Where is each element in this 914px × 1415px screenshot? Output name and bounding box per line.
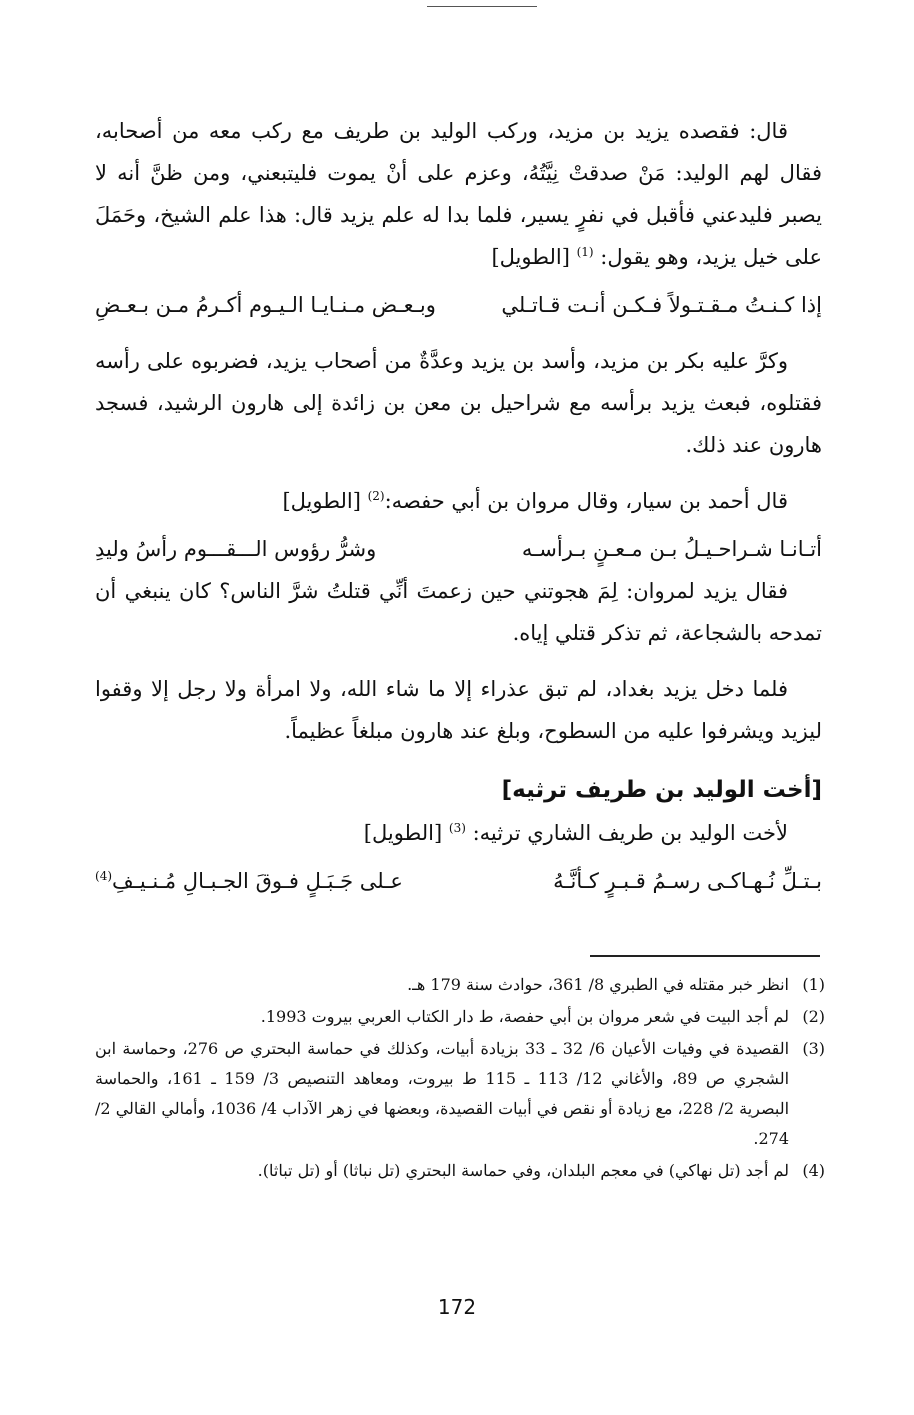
verse-3-second-hemistich <box>95 860 403 902</box>
verse-1-second-hemistich: وبـعـض مـنـايـا الـيـوم أكـرمُ مـن بـعـضِ <box>95 293 436 317</box>
footnote-item <box>95 1156 825 1186</box>
footnote-item <box>95 970 825 1000</box>
verse-3-first-hemistich: بـتـلِّ نُـهـاكـى رسـمُ قـبـرٍ كـأنَّـهُ <box>553 869 822 893</box>
page-body <box>95 110 822 902</box>
footnote-number: (2) <box>802 1007 825 1026</box>
verse-2-second-hemistich: وشرُّ رؤوس الـــقـــوم رأسُ وليدِ <box>95 537 377 561</box>
meter-label: [الطويل] <box>363 821 443 845</box>
verse-3-second-hemistich-text: عـلى جَـبَـلٍ فـوقَ الجـبـالِ مُـنـيـفِ <box>112 869 403 893</box>
top-rule <box>427 6 537 7</box>
footnotes <box>95 970 825 1188</box>
paragraph-3 <box>95 480 822 522</box>
verse-2 <box>95 528 822 570</box>
footnote-item <box>95 1034 825 1154</box>
footnote-number: (4) <box>802 1161 825 1180</box>
verse-3 <box>95 860 822 902</box>
verse-1-first-hemistich: إذا كـنـتُ مـقـتـولاً فـكـن أنـت قـاتـلي <box>501 293 822 317</box>
footnote-separator <box>590 955 820 957</box>
paragraph-6 <box>95 812 822 854</box>
paragraph-3-text: قال أحمد بن سيار، وقال مروان بن أبي حفصه: <box>384 489 788 513</box>
paragraph-2: وكرَّ عليه بكر بن مزيد، وأسد بن يزيد وعدَّةٌ من أصحاب يزيد، فضربوه على رأسه فقتلوه، فبعث يزيد برأسه مع شراحيل بن معن بن زائدة إلى هارون الرشيد، فسجد هارون عند ذلك. <box>95 349 822 457</box>
paragraph-1-text: قال: فقصده يزيد بن مزيد، وركب الوليد بن طريف مع ركب معه من أصحابه، فقال لهم الوليد: مَنْ صدقتْ نِيَّتُهُ، وعزم على أنْ يموت فليتبعني، ومن ظنَّ أنه لا يصبر فليدعني فأقبل في نفرٍ يسير، فلما بدا له علم يزيد قال: هذا علم الشيخ، وحَمَلَ على خيل يزيد، وهو يقول: <box>95 119 822 269</box>
footnote-ref-1: (1) <box>576 245 594 259</box>
footnote-text: انظر خبر مقتله في الطبري 8/ 361، حوادث سنة 179 هـ. <box>407 975 789 994</box>
footnote-ref-3: (3) <box>448 821 466 835</box>
page-number: 172 <box>437 1295 477 1319</box>
footnote-text: القصيدة في وفيات الأعيان 6/ 32 ـ 33 بزيادة أبيات، وكذلك في حماسة البحتري ص 276، وحماسة ابن الشجري ص 89، والأغاني 12/ 113 ـ 115 ط بيروت، ومعاهد التنصيص 3/ 159 ـ 161، والحماسة البصرية 2/ 228، مع زيادة أو نقص في أبيات القصيدة، وبعضها في زهر الآداب 4/ 1036، وأمالي القالي 2/ 274. <box>95 1039 790 1148</box>
footnote-ref-4: (4) <box>95 869 113 883</box>
verse-2-first-hemistich: أتـانـا شـراحـيـلُ بـن مـعـنٍ بـرأسـه <box>521 537 822 561</box>
paragraph-5: فلما دخل يزيد بغداد، لم تبق عذراء إلا ما شاء الله، ولا امرأة ولا رجل إلا وقفوا ليزيد ويشرفوا عليه من السطوح، وبلغ عند هارون مبلغاً عظيماً. <box>95 677 822 743</box>
section-heading: [أخت الوليد بن طريف ترثيه] <box>501 777 822 803</box>
paragraph-1 <box>95 110 822 278</box>
meter-label: [الطويل] <box>491 245 570 269</box>
paragraph-4: فقال يزيد لمروان: لِمَ هجوتني حين زعمتَ أنِّي قتلتُ شرَّ الناس؟ كان ينبغي أن تمدحه بالشجاعة، ثم تذكر قتلي إياه. <box>95 579 822 645</box>
footnote-number: (3) <box>802 1039 825 1058</box>
verse-1 <box>95 284 822 326</box>
footnote-text: لم أجد (تل نهاكي) في معجم البلدان، وفي حماسة البحتري (تل نباثا) أو (تل تباثا). <box>257 1161 789 1180</box>
paragraph-6-text: لأخت الوليد بن طريف الشاري ترثيه: <box>472 821 788 845</box>
footnote-item <box>95 1002 825 1032</box>
footnote-text: لم أجد البيت في شعر مروان بن أبي حفصة، ط دار الكتاب العربي بيروت 1993. <box>260 1007 789 1026</box>
footnote-ref-2: (2) <box>367 489 385 503</box>
meter-label: [الطويل] <box>282 489 361 513</box>
footnote-number: (1) <box>802 975 825 994</box>
